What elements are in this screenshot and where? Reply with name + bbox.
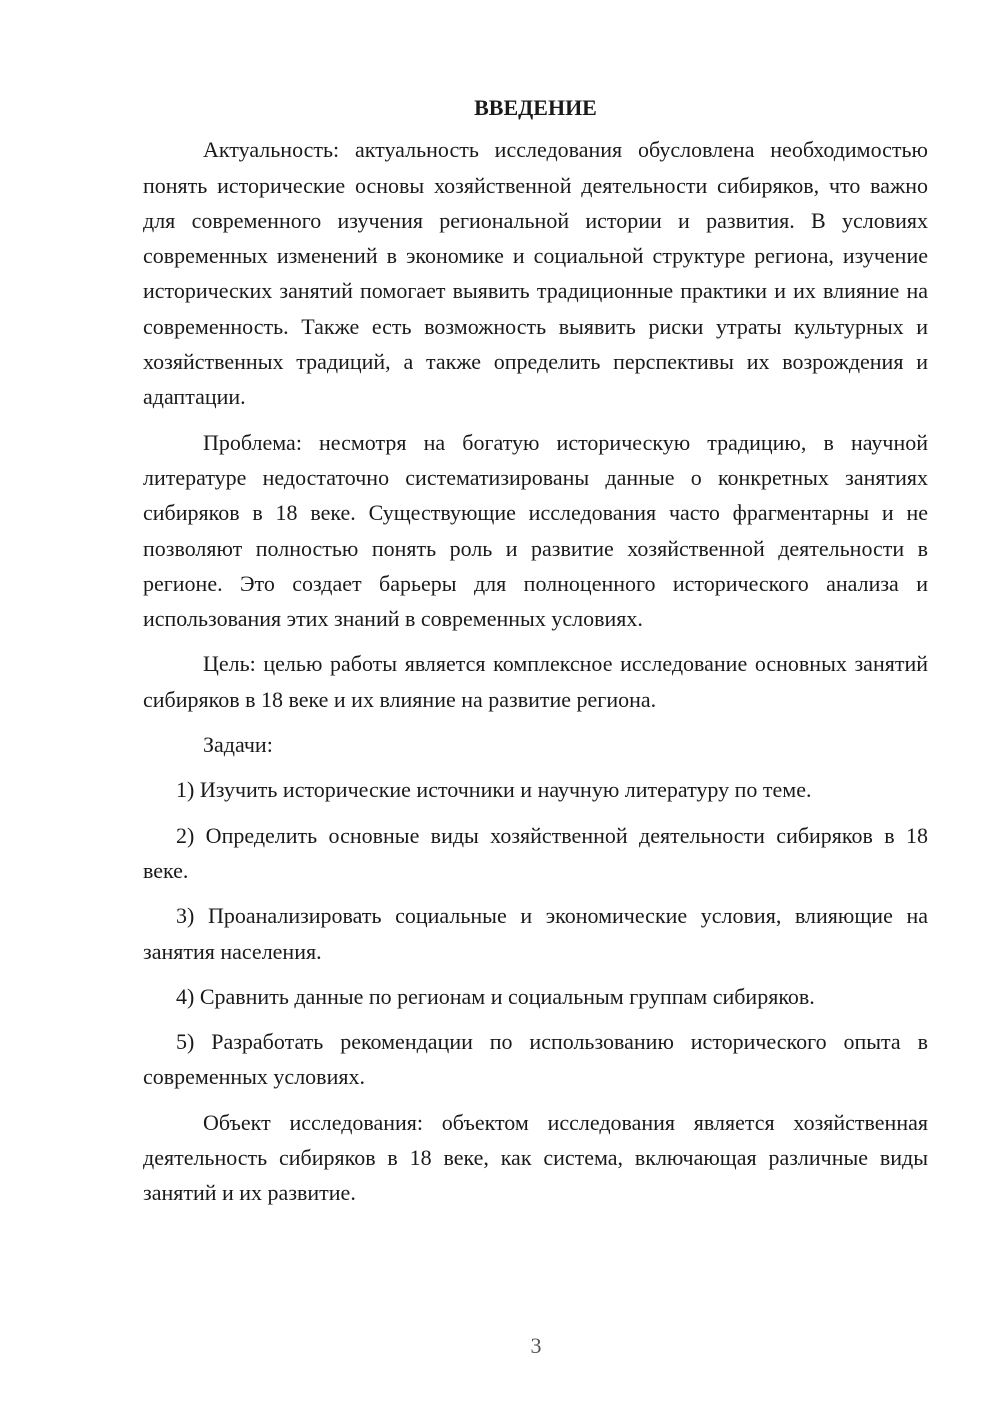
task-item-2: 2) Определить основные виды хозяйственной деятельности сибиряков в 18 веке. (143, 822, 928, 883)
tasks-heading: Задачи: (203, 732, 273, 758)
paragraph-goal: Цель: целью работы является комплексное исследование основных занятий сибиряков в 18 веке и их влияние на развитие региона. (143, 651, 928, 712)
section-title: ВВЕДЕНИЕ (474, 95, 597, 120)
page-number: 3 (530, 1333, 542, 1358)
paragraph-object: Объект исследования: объектом исследования является хозяйственная деятельность сибиряков в 18 веке, как система, включающая различные виды занятий и их развитие. (143, 1109, 928, 1206)
task-item-5: 5) Разработать рекомендации по использованию исторического опыта в современных условиях. (143, 1029, 928, 1090)
paragraph-problem: Проблема: несмотря на богатую историческую традицию, в научной литературе недостаточно систематизированы данные о конкретных занятиях сибиряков в 18 веке. Существующие исследования часто фрагментарны и не позволяют полностью понять роль и развитие хозяйственной деятельности в регионе. Это создает барьеры для полноценного исторического анализа и использования этих знаний в современных условиях. (143, 429, 928, 632)
task-item-3: 3) Проанализировать социальные и экономические условия, влияющие на занятия населения. (143, 903, 928, 964)
task-item-1: 1) Изучить исторические источники и научную литературу по теме. (176, 777, 812, 803)
paragraph-relevance: Актуальность: актуальность исследования обусловлена необходимостью понять исторические основы хозяйственной деятельности сибиряков, что важно для современного изучения региональной истории и развития. В условиях современных изменений в экономике и социальной структуре региона, изучение исторических занятий помогает выявить традиционные практики и их влияние на современность. Также есть возможность выявить риски утраты культурных и хозяйственных традиций, а также определить перспективы их возрождения и адаптации. (143, 137, 928, 410)
document-page (143, 90, 928, 1211)
task-item-4: 4) Сравнить данные по регионам и социальным группам сибиряков. (176, 983, 815, 1009)
